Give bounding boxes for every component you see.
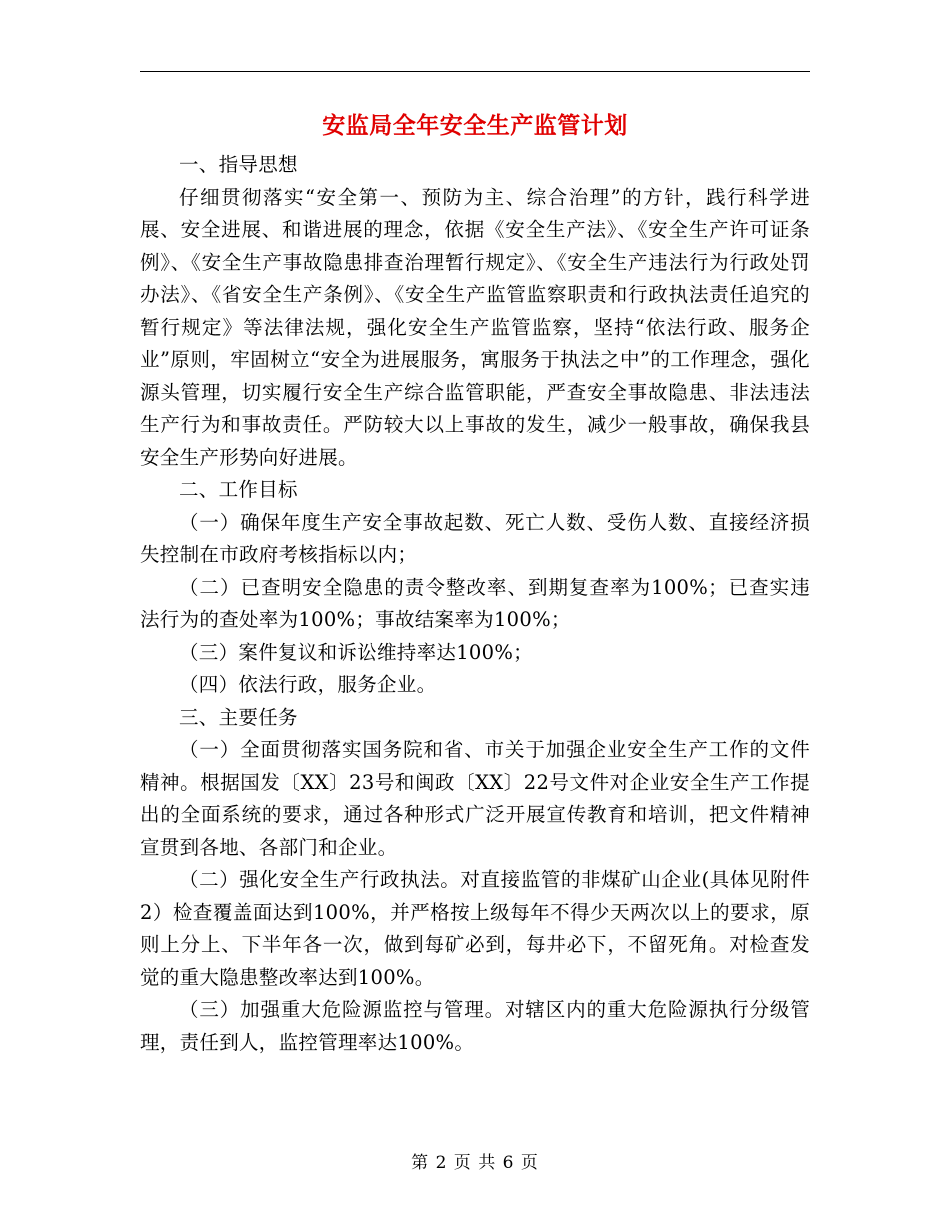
body-paragraph: （一）确保年度生产安全事故起数、死亡人数、受伤人数、直接经济损失控制在市政府考核指标以内； bbox=[140, 510, 810, 566]
body-paragraph: （三）案件复议和诉讼维持率达100%； bbox=[179, 640, 533, 664]
page-number: 第 2 页 共 6 页 bbox=[411, 1153, 539, 1173]
body-paragraph: 仔细贯彻落实“安全第一、预防为主、综合治理”的方针，践行科学进展、安全进展、和谐进展的理念，依据《安全生产法》、《安全生产许可证条例》、《安全生产事故隐患排查治理暂行规定》、《安全生产违法行为行政处罚办法》、《省安全生产条例》、《安全生产监管监察职责和行政执法责任追究的暂行规定》等法律法规，强化安全生产监管监察，坚持“依法行政、服务企业”原则，牢固树立“安全为进展服务，寓服务于执法之中”的工作理念，强化源头管理，切实履行安全生产综合监管职能，严查安全事故隐患、非法违法生产行为和事故责任。严防较大以上事故的发生，减少一般事故，确保我县安全生产形势向好进展。 bbox=[140, 185, 810, 469]
body-paragraph: （二）强化安全生产行政执法。对直接监管的非煤矿山企业(具体见附件2）检查覆盖面达到100%，并严格按上级每年不得少天两次以上的要求，原则上分上、下半年各一次，做到每矿必到，每井必下，不留死角。对检查发觉的重大隐患整改率达到100%。 bbox=[140, 868, 810, 989]
body-paragraph: （一）全面贯彻落实国务院和省、市关于加强企业安全生产工作的文件精神。根据国发〔XX〕23号和闽政〔XX〕22号文件对企业安全生产工作提出的全面系统的要求，通过各种形式广泛开展宣传教育和培训，把文件精神宣贯到各地、各部门和企业。 bbox=[140, 738, 810, 859]
body-paragraph: （四）依法行政，服务企业。 bbox=[179, 673, 437, 696]
body-paragraph: （二）已查明安全隐患的责令整改率、到期复查率为100%；已查实违法行为的查处率为100%；事故结案率为100%； bbox=[140, 575, 810, 631]
document-title: 安监局全年安全生产监管计划 bbox=[322, 113, 628, 139]
document-body bbox=[140, 149, 810, 1059]
section-heading: 一、指导思想 bbox=[179, 153, 298, 176]
section-heading: 二、工作目标 bbox=[179, 478, 298, 501]
header-rule bbox=[140, 71, 810, 72]
body-paragraph: （三）加强重大危险源监控与管理。对辖区内的重大危险源执行分级管理，责任到人，监控管理率达100%。 bbox=[140, 998, 810, 1054]
section-heading: 三、主要任务 bbox=[179, 705, 298, 729]
